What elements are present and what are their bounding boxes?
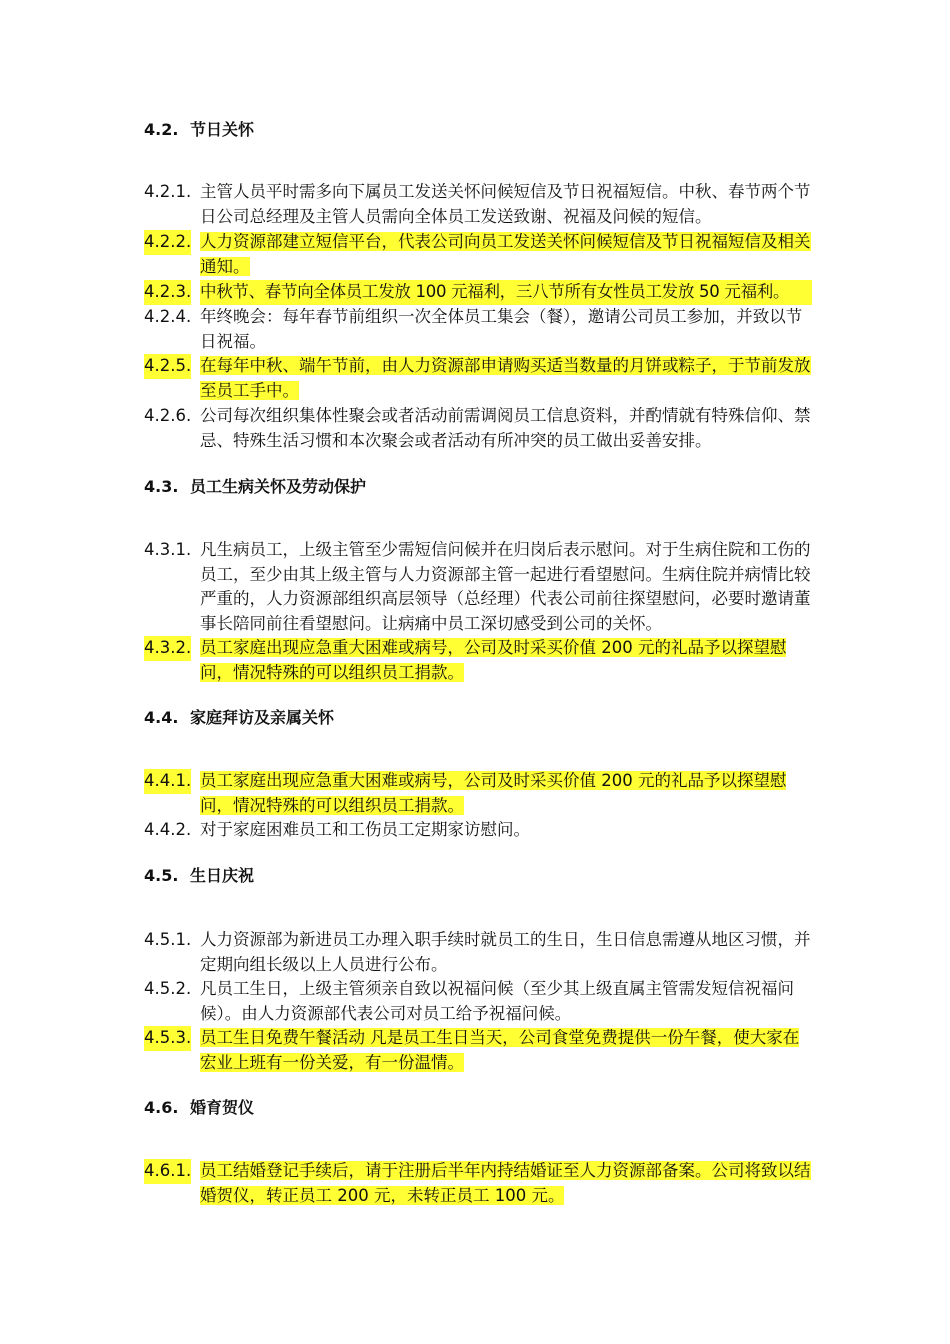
section-number: 4.6. [144, 1098, 179, 1117]
list-item-4-2-6 [144, 404, 812, 453]
section-heading-4-6 [144, 1096, 254, 1120]
section-title: 婚育贺仪 [190, 1098, 255, 1117]
item-text: 人力资源部为新进员工办理入职手续时就员工的生日，生日信息需遵从地区习惯，并定期向组长级以上人员进行公布。 [200, 930, 811, 974]
section-number: 4.3. [144, 477, 179, 496]
highlight-mark: 在每年中秋、端午节前，由人力资源部申请购买适当数量的月饼或粽子，于节前发放至员工手中。 [200, 356, 811, 400]
list-item-4-5-2 [144, 977, 812, 1026]
list-item-4-2-3 [144, 280, 812, 305]
list-item-4-2-2 [144, 230, 812, 279]
list-item-4-4-1 [144, 769, 812, 818]
section-number: 4.4. [144, 708, 179, 727]
item-number: 4.6.1. [144, 1159, 191, 1184]
item-text [200, 354, 812, 403]
item-number: 4.2.1. [144, 182, 192, 201]
section-heading-4-2 [144, 118, 254, 142]
item-number: 4.5.3. [144, 1026, 191, 1051]
section-title: 员工生病关怀及劳动保护 [190, 477, 367, 496]
item-text [200, 230, 812, 279]
item-text: 中秋节、春节向全体员工发放 100 元福利，三八节所有女性员工发放 50 元福利。 [200, 280, 812, 305]
item-text [200, 636, 812, 685]
item-number: 4.5.1. [144, 930, 192, 949]
item-text: 公司每次组织集体性聚会或者活动前需调阅员工信息资料，并酌情就有特殊信仰、禁忌、特殊生活习惯和本次聚会或者活动有所冲突的员工做出妥善安排。 [200, 406, 811, 450]
section-heading-4-3 [144, 475, 366, 499]
highlight-mark: 人力资源部建立短信平台，代表公司向员工发送关怀问候短信及节日祝福短信及相关通知。 [200, 232, 811, 276]
section-heading-4-5 [144, 864, 254, 888]
list-item-4-2-1 [144, 180, 812, 229]
list-item-4-2-4 [144, 305, 812, 354]
list-item-4-5-1 [144, 928, 812, 977]
section-heading-4-4 [144, 706, 334, 730]
item-text: 凡员工生日，上级主管须亲自致以祝福问候（至少其上级直属主管需发短信祝福问候）。由人力资源部代表公司对员工给予祝福问候。 [200, 979, 794, 1023]
item-text [200, 1159, 812, 1208]
item-text: 凡生病员工，上级主管至少需短信问候并在归岗后表示慰问。对于生病住院和工伤的员工，至少由其上级主管与人力资源部主管一起进行看望慰问。生病住院并病情比较严重的，人力资源部组织高层领导（总经理）代表公司前往探望慰问，必要时邀请董事长陪同前往看望慰问。让病痛中员工深切感受到公司的关怀。 [200, 540, 811, 633]
item-number: 4.4.1. [144, 769, 191, 794]
highlight-mark: 员工家庭出现应急重大困难或病号，公司及时采买价值 200 元的礼品予以探望慰问，情况特殊的可以组织员工捐款。 [200, 771, 787, 815]
item-text [200, 1026, 812, 1075]
list-item-4-6-1 [144, 1159, 812, 1208]
item-number: 4.2.3. [144, 280, 191, 305]
list-item-4-3-1 [144, 538, 812, 636]
list-item-4-2-5 [144, 354, 812, 403]
item-text: 年终晚会：每年春节前组织一次全体员工集会（餐），邀请公司员工参加，并致以节日祝福。 [200, 307, 803, 351]
section-title: 家庭拜访及亲属关怀 [190, 708, 335, 727]
highlight-mark: 员工结婚登记手续后，请于注册后半年内持结婚证至人力资源部备案。公司将致以结婚贺仪，转正员工 200 元，未转正员工 100 元。 [200, 1161, 811, 1205]
item-number: 4.4.2. [144, 820, 192, 839]
item-text [200, 769, 812, 818]
item-number: 4.2.4. [144, 307, 192, 326]
highlight-mark: 员工生日免费午餐活动 凡是员工生日当天，公司食堂免费提供一份午餐，使大家在宏业上班有一份关爱，有一份温情。 [200, 1028, 800, 1072]
item-number: 4.3.1. [144, 540, 192, 559]
list-item-4-4-2 [144, 818, 812, 843]
item-number: 4.2.6. [144, 406, 192, 425]
item-number: 4.2.5. [144, 354, 191, 379]
highlight-mark: 员工家庭出现应急重大困难或病号，公司及时采买价值 200 元的礼品予以探望慰问，情况特殊的可以组织员工捐款。 [200, 638, 787, 682]
section-title: 节日关怀 [190, 120, 255, 139]
item-text: 对于家庭困难员工和工伤员工定期家访慰问。 [200, 820, 530, 839]
section-number: 4.2. [144, 120, 179, 139]
section-title: 生日庆祝 [190, 866, 255, 885]
section-number: 4.5. [144, 866, 179, 885]
list-item-4-3-2 [144, 636, 812, 685]
list-item-4-5-3 [144, 1026, 812, 1075]
item-text: 主管人员平时需多向下属员工发送关怀问候短信及节日祝福短信。中秋、春节两个节日公司总经理及主管人员需向全体员工发送致谢、祝福及问候的短信。 [200, 182, 811, 226]
item-number: 4.5.2. [144, 979, 192, 998]
item-number: 4.3.2. [144, 636, 191, 661]
item-number: 4.2.2. [144, 230, 191, 255]
